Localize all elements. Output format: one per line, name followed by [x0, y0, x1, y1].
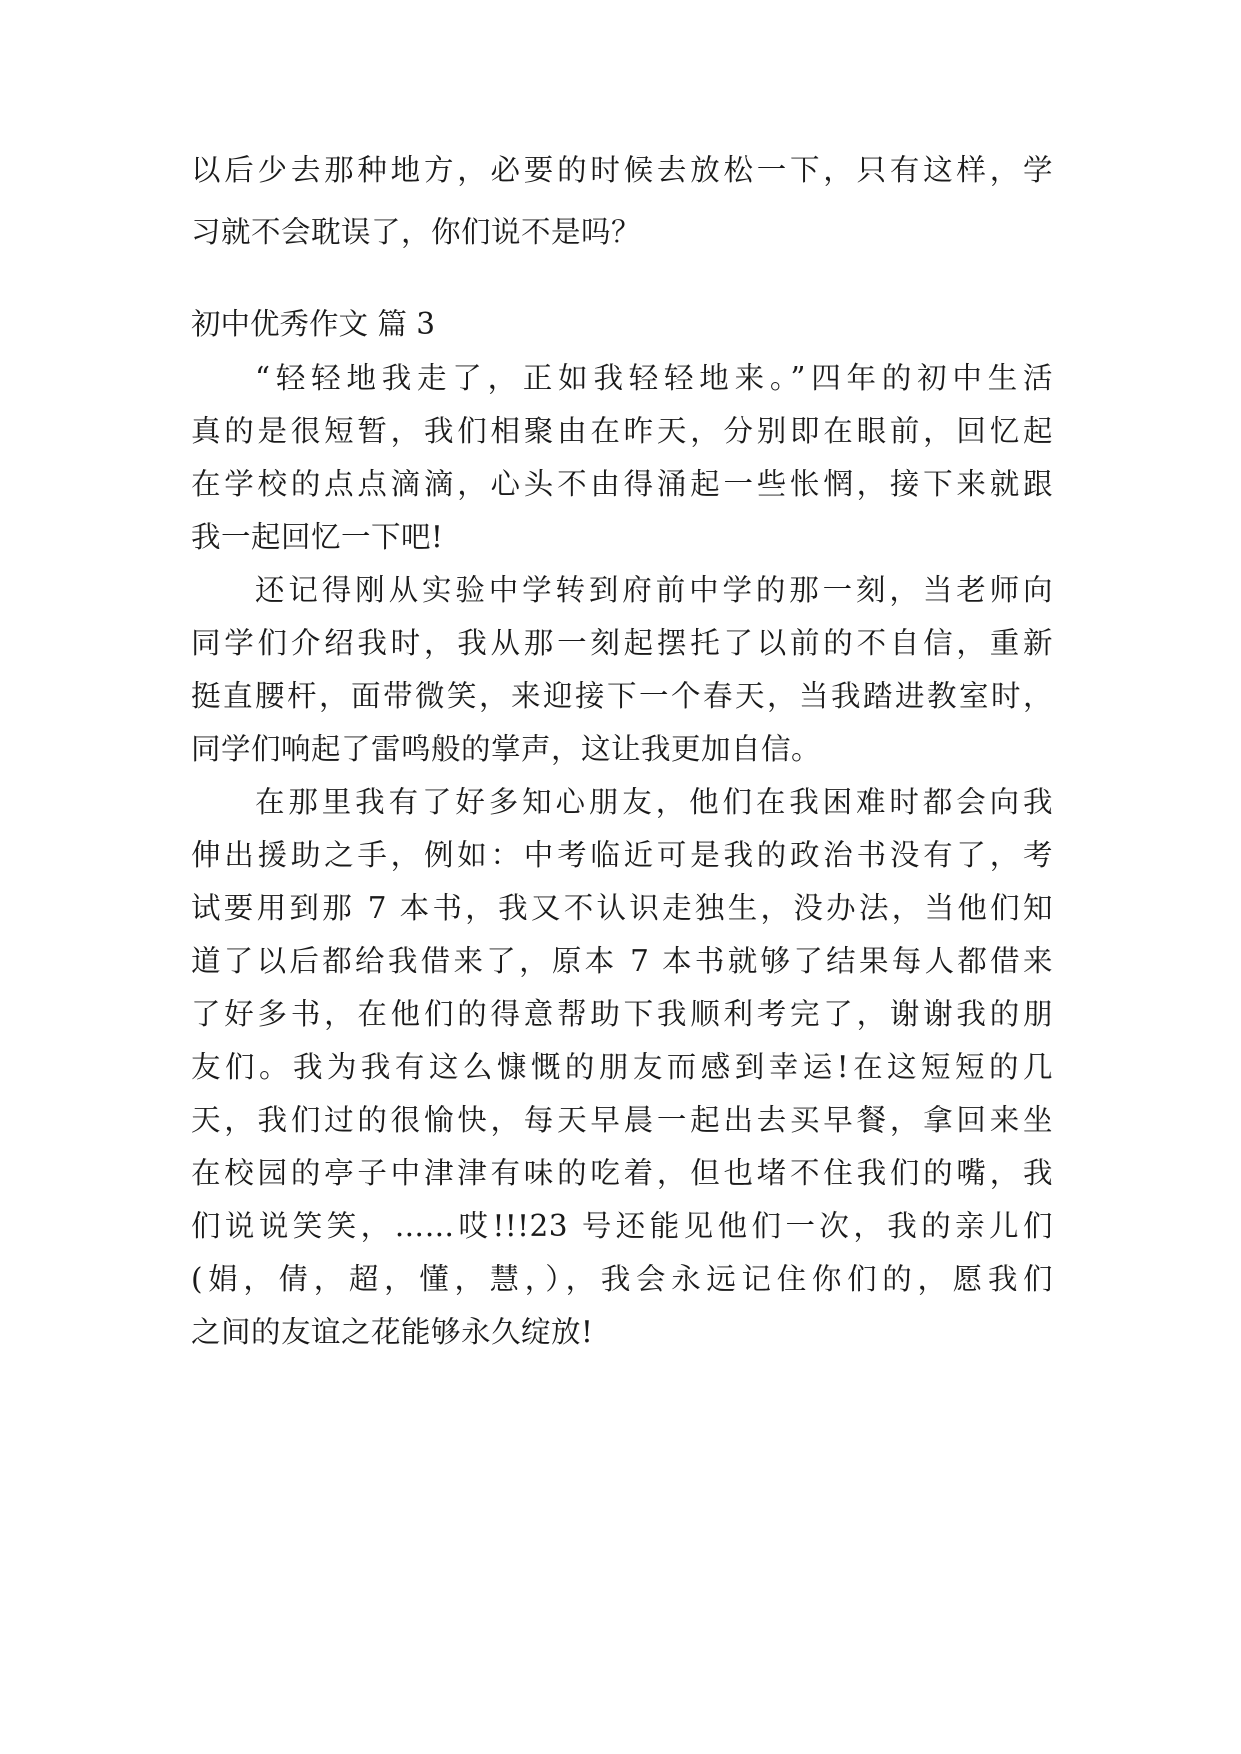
paragraph1-line: “轻轻地我走了，正如我轻轻地来。”四年的初中生活: [255, 361, 1053, 395]
intro-line: 以后少去那种地方，必要的时候去放松一下，只有这样，学: [191, 153, 1053, 187]
paragraph3-line: 友们。我为我有这么慷慨的朋友而感到幸运!在这短短的几: [191, 1050, 1053, 1084]
document-page: [191, 0, 1053, 1754]
paragraph1-line: 真的是很短暂，我们相聚由在昨天，分别即在眼前，回忆起: [191, 414, 1053, 448]
paragraph2-line: 同学们响起了雷鸣般的掌声，这让我更加自信。: [191, 732, 822, 766]
paragraph3-line: 在校园的亭子中津津有味的吃着，但也堵不住我们的嘴，我: [191, 1156, 1053, 1190]
section-heading: 初中优秀作文 篇 3: [191, 307, 436, 341]
paragraph2-line: 挺直腰杆，面带微笑，来迎接下一个春天，当我踏进教室时，: [191, 679, 1053, 713]
paragraph3-line: 道了以后都给我借来了，原本 7 本书就够了结果每人都借来: [191, 944, 1053, 978]
paragraph3-line: 在那里我有了好多知心朋友，他们在我困难时都会向我: [255, 785, 1053, 819]
paragraph3-line: 试要用到那 7 本书，我又不认识走独生，没办法，当他们知: [191, 891, 1053, 925]
paragraph2-line: 同学们介绍我时，我从那一刻起摆托了以前的不自信，重新: [191, 626, 1053, 660]
paragraph3-line: (娟，倩，超，懂，慧，），我会永远记住你们的，愿我们: [191, 1262, 1053, 1296]
paragraph1-line: 在学校的点点滴滴，心头不由得涌起一些怅惘，接下来就跟: [191, 467, 1053, 501]
paragraph3-line: 了好多书，在他们的得意帮助下我顺利考完了，谢谢我的朋: [191, 997, 1053, 1031]
paragraph3-line: 天，我们过的很愉快，每天早晨一起出去买早餐，拿回来坐: [191, 1103, 1053, 1137]
paragraph1-line: 我一起回忆一下吧!: [191, 520, 444, 554]
paragraph3-line: 们说说笑笑，……哎!!!23 号还能见他们一次，我的亲儿们: [191, 1209, 1053, 1243]
paragraph2-line: 还记得刚从实验中学转到府前中学的那一刻，当老师向: [255, 573, 1053, 607]
intro-line: 习就不会耽误了，你们说不是吗？: [191, 215, 642, 249]
paragraph3-line: 之间的友谊之花能够永久绽放!: [191, 1315, 594, 1349]
paragraph3-line: 伸出援助之手，例如：中考临近可是我的政治书没有了，考: [191, 838, 1053, 872]
